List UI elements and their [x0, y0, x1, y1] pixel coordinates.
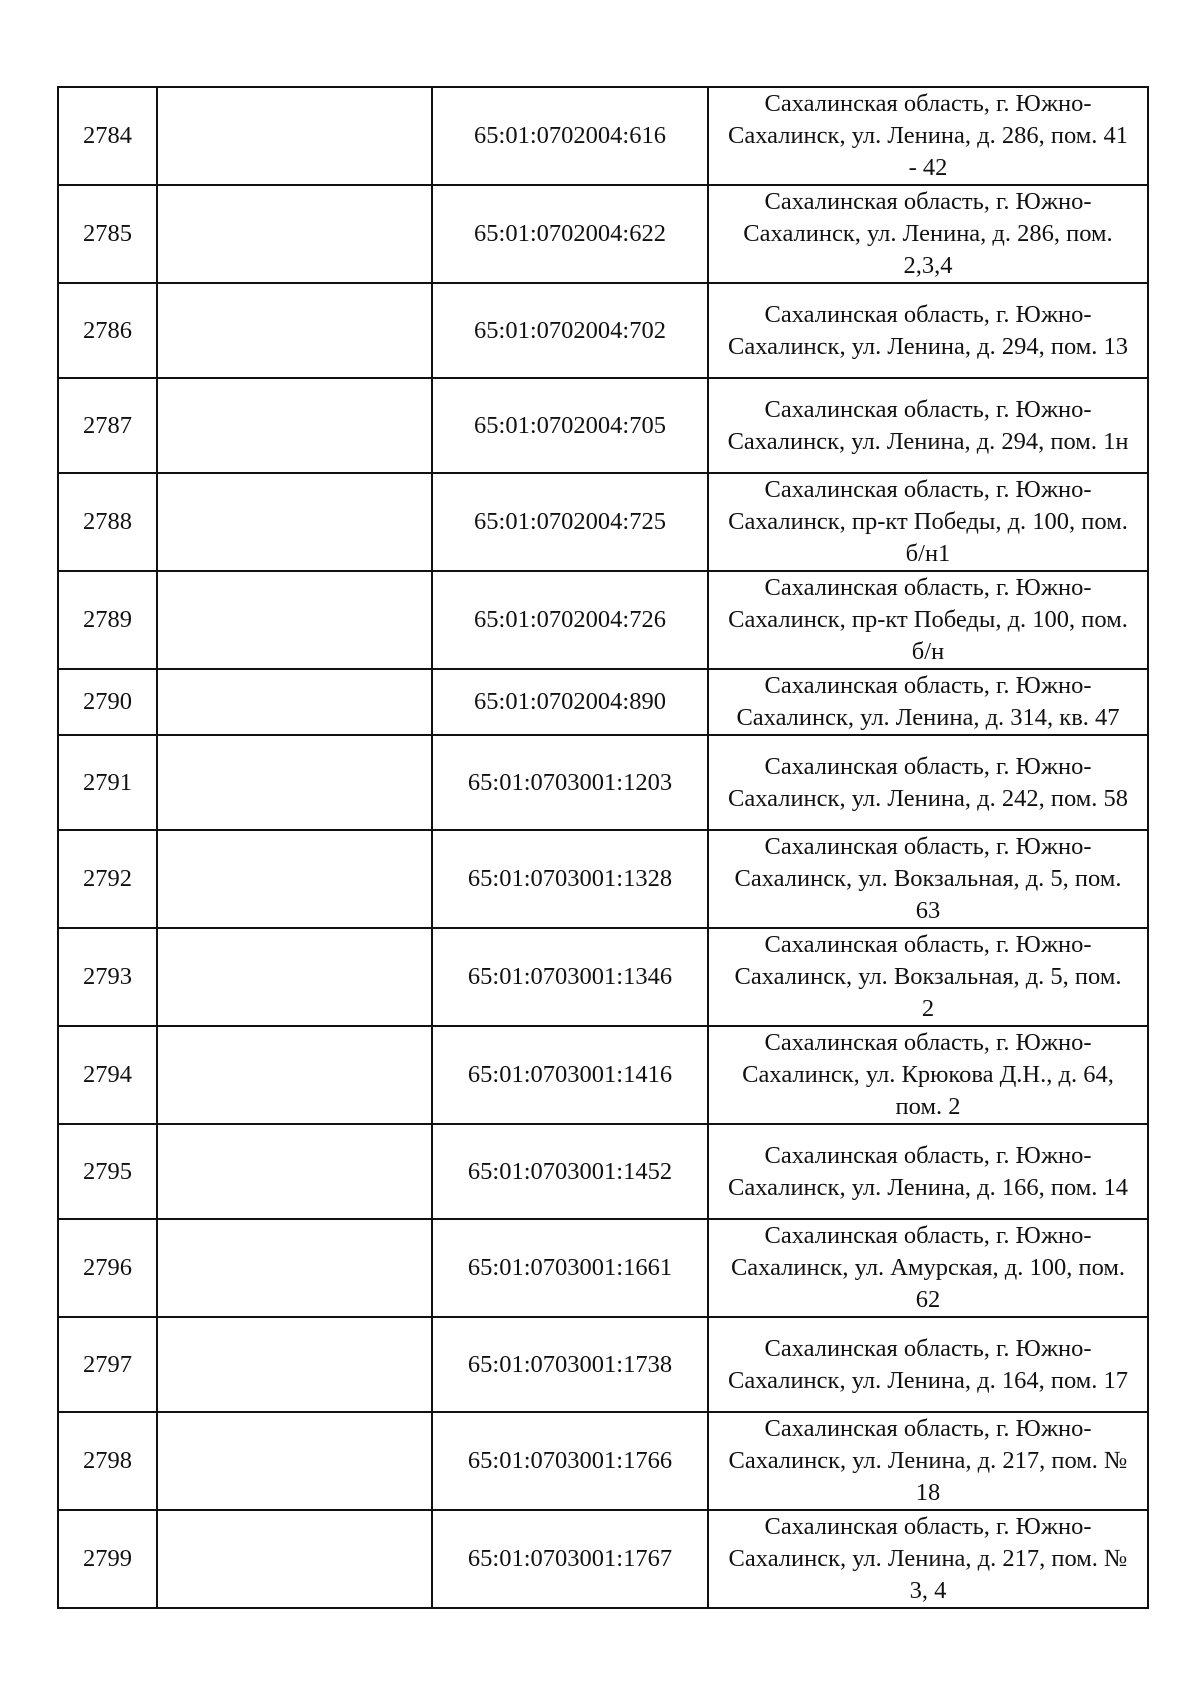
table-row: [58, 1317, 1148, 1412]
row-number-cell: 2791: [58, 735, 157, 830]
cadastral-number-cell: 65:01:0702004:702: [432, 283, 708, 378]
name-cell: [157, 928, 432, 1026]
address-cell: Сахалинская область, г. Южно- Сахалинск, ул. Ленина, д. 217, пом. № 18: [708, 1412, 1148, 1510]
table-row: [58, 87, 1148, 185]
address-cell: Сахалинская область, г. Южно- Сахалинск, ул. Ленина, д. 294, пом. 1н: [708, 378, 1148, 473]
name-cell: [157, 1124, 432, 1219]
name-cell: [157, 1412, 432, 1510]
address-cell: Сахалинская область, г. Южно- Сахалинск, пр-кт Победы, д. 100, пом. б/н1: [708, 473, 1148, 571]
registry-table-body: [58, 87, 1148, 1608]
name-cell: [157, 283, 432, 378]
name-cell: [157, 473, 432, 571]
address-cell: Сахалинская область, г. Южно- Сахалинск, ул. Ленина, д. 166, пом. 14: [708, 1124, 1148, 1219]
row-number-cell: 2794: [58, 1026, 157, 1124]
name-cell: [157, 185, 432, 283]
row-number-cell: 2788: [58, 473, 157, 571]
cadastral-number-cell: 65:01:0702004:705: [432, 378, 708, 473]
table-row: [58, 283, 1148, 378]
cadastral-number-cell: 65:01:0703001:1452: [432, 1124, 708, 1219]
address-cell: Сахалинская область, г. Южно- Сахалинск, ул. Вокзальная, д. 5, пом. 2: [708, 928, 1148, 1026]
address-cell: Сахалинская область, г. Южно- Сахалинск, ул. Ленина, д. 242, пом. 58: [708, 735, 1148, 830]
table-row: [58, 1412, 1148, 1510]
address-cell: Сахалинская область, г. Южно- Сахалинск, ул. Ленина, д. 164, пом. 17: [708, 1317, 1148, 1412]
name-cell: [157, 1026, 432, 1124]
address-cell: Сахалинская область, г. Южно- Сахалинск, ул. Ленина, д. 314, кв. 47: [708, 669, 1148, 735]
cadastral-number-cell: 65:01:0703001:1346: [432, 928, 708, 1026]
address-cell: Сахалинская область, г. Южно- Сахалинск, ул. Ленина, д. 286, пом. 41 - 42: [708, 87, 1148, 185]
name-cell: [157, 669, 432, 735]
row-number-cell: 2798: [58, 1412, 157, 1510]
name-cell: [157, 735, 432, 830]
table-row: [58, 378, 1148, 473]
table-row: [58, 1510, 1148, 1608]
table-row: [58, 669, 1148, 735]
cadastral-number-cell: 65:01:0703001:1203: [432, 735, 708, 830]
cadastral-number-cell: 65:01:0703001:1766: [432, 1412, 708, 1510]
table-row: [58, 735, 1148, 830]
name-cell: [157, 378, 432, 473]
cadastral-number-cell: 65:01:0702004:622: [432, 185, 708, 283]
name-cell: [157, 1219, 432, 1317]
row-number-cell: 2796: [58, 1219, 157, 1317]
cadastral-number-cell: 65:01:0702004:890: [432, 669, 708, 735]
row-number-cell: 2799: [58, 1510, 157, 1608]
row-number-cell: 2787: [58, 378, 157, 473]
row-number-cell: 2793: [58, 928, 157, 1026]
cadastral-number-cell: 65:01:0702004:725: [432, 473, 708, 571]
address-cell: Сахалинская область, г. Южно- Сахалинск, ул. Крюкова Д.Н., д. 64, пом. 2: [708, 1026, 1148, 1124]
cadastral-number-cell: 65:01:0702004:616: [432, 87, 708, 185]
table-row: [58, 185, 1148, 283]
table-row: [58, 830, 1148, 928]
table-row: [58, 1219, 1148, 1317]
row-number-cell: 2786: [58, 283, 157, 378]
cadastral-number-cell: 65:01:0703001:1738: [432, 1317, 708, 1412]
name-cell: [157, 1317, 432, 1412]
cadastral-number-cell: 65:01:0703001:1328: [432, 830, 708, 928]
row-number-cell: 2789: [58, 571, 157, 669]
row-number-cell: 2785: [58, 185, 157, 283]
name-cell: [157, 87, 432, 185]
row-number-cell: 2797: [58, 1317, 157, 1412]
table-row: [58, 1124, 1148, 1219]
cadastral-number-cell: 65:01:0703001:1416: [432, 1026, 708, 1124]
row-number-cell: 2792: [58, 830, 157, 928]
row-number-cell: 2795: [58, 1124, 157, 1219]
address-cell: Сахалинская область, г. Южно- Сахалинск, ул. Амурская, д. 100, пом. 62: [708, 1219, 1148, 1317]
name-cell: [157, 571, 432, 669]
address-cell: Сахалинская область, г. Южно- Сахалинск, ул. Ленина, д. 217, пом. № 3, 4: [708, 1510, 1148, 1608]
cadastral-number-cell: 65:01:0702004:726: [432, 571, 708, 669]
address-cell: Сахалинская область, г. Южно- Сахалинск, ул. Вокзальная, д. 5, пом. 63: [708, 830, 1148, 928]
cadastral-number-cell: 65:01:0703001:1767: [432, 1510, 708, 1608]
table-row: [58, 928, 1148, 1026]
name-cell: [157, 830, 432, 928]
name-cell: [157, 1510, 432, 1608]
address-cell: Сахалинская область, г. Южно- Сахалинск, ул. Ленина, д. 286, пом. 2,3,4: [708, 185, 1148, 283]
table-row: [58, 571, 1148, 669]
table-row: [58, 1026, 1148, 1124]
address-cell: Сахалинская область, г. Южно- Сахалинск, пр-кт Победы, д. 100, пом. б/н: [708, 571, 1148, 669]
table-row: [58, 473, 1148, 571]
property-registry-table: [57, 86, 1149, 1609]
cadastral-number-cell: 65:01:0703001:1661: [432, 1219, 708, 1317]
row-number-cell: 2790: [58, 669, 157, 735]
address-cell: Сахалинская область, г. Южно- Сахалинск, ул. Ленина, д. 294, пом. 13: [708, 283, 1148, 378]
row-number-cell: 2784: [58, 87, 157, 185]
